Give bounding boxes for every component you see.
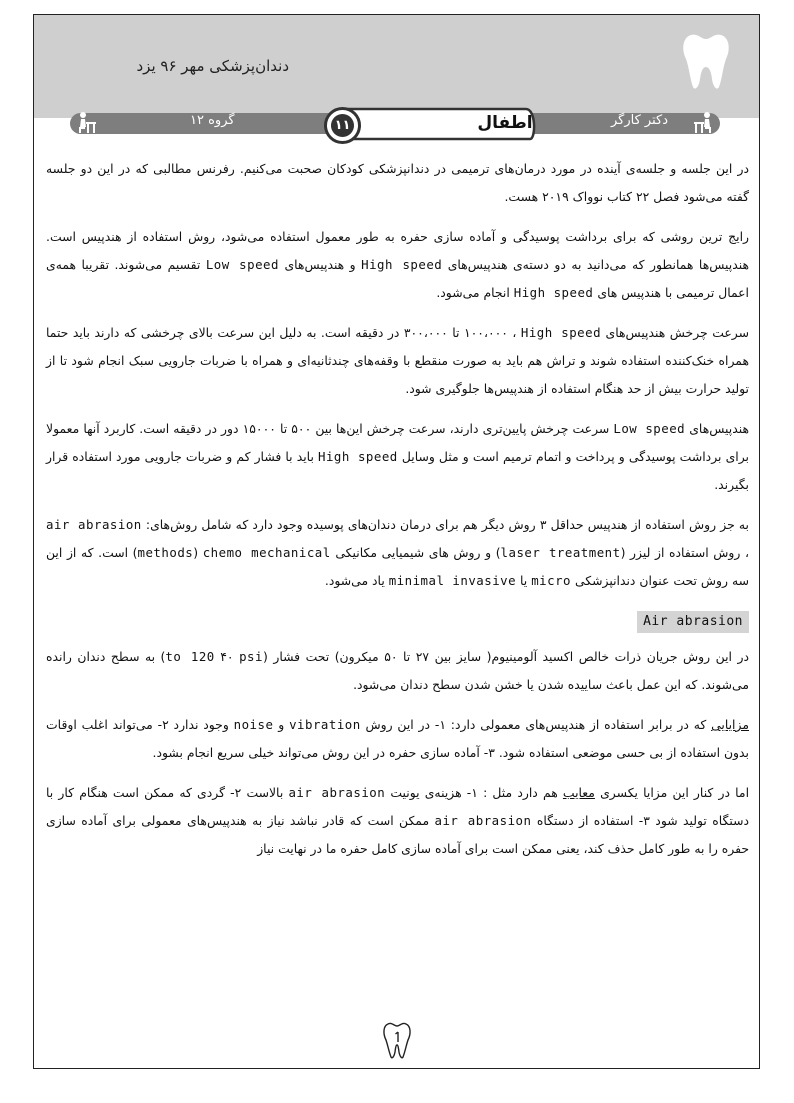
text-run: ) و روش های شیمیایی مکانیکی — [330, 545, 501, 560]
group-label: گروه ۱۲ — [190, 113, 235, 128]
header-band — [34, 15, 759, 118]
latin-term: noise — [233, 717, 274, 732]
paragraph-p8 — [46, 779, 749, 863]
section-heading: Air abrasion — [637, 611, 749, 633]
text-run: ، روش استفاده از لیزر ( — [620, 545, 749, 560]
latin-term: air abrasion — [46, 517, 142, 532]
text-run: ۴۰ — [214, 649, 240, 664]
text-run: سرعت چرخش هندپیس‌های — [601, 325, 749, 340]
text-run: و هندپیس‌های — [278, 257, 362, 272]
text-run: وجود ندارد ۲- می‌تواند اغلب اوقات بدون استفاده از بی حسی موضعی استفاده شود. ۳- آماده سازی حفره در این روش می‌تواند خیلی سریع انجام بشود. — [46, 717, 749, 760]
text-run: و — [273, 717, 290, 732]
underlined-term: معایب — [562, 785, 595, 800]
text-run: باید با فشار کم و ضربات جارویی مورد استفاده قرار بگیرند. — [46, 449, 749, 492]
underlined-term: مزایایی — [711, 717, 749, 732]
latin-term: air abrasion — [288, 785, 386, 800]
doctor-name: دکتر کارگر — [611, 113, 668, 128]
latin-term: micro — [531, 573, 571, 588]
latin-term: air abrasion — [434, 813, 532, 828]
text-run: هم دارد مثل : ۱- هزینه‌ی یونیت — [385, 785, 563, 800]
tooth-page-number-icon — [382, 1020, 412, 1064]
text-run: به جز روش استفاده از هندپیس حداقل ۳ روش دیگر هم برای درمان دندان‌های پوسیده وجود دارد که شامل روش‌های: — [141, 517, 749, 532]
page-number: ۱۱ — [331, 114, 354, 137]
header-ribbon — [70, 107, 720, 139]
paragraph-p7 — [46, 711, 749, 767]
latin-term: to 120 — [165, 649, 215, 664]
paragraph-p4 — [46, 415, 749, 499]
latin-term: vibration — [289, 717, 361, 732]
topic-title: اطفال — [477, 113, 533, 133]
latin-term: High speed — [318, 449, 398, 464]
text-run: اما در کنار این مزایا یکسری — [594, 785, 750, 800]
faculty-label: دندان‌پزشکی مهر ۹۶ یزد — [136, 57, 289, 75]
text-run: ( — [193, 545, 203, 560]
page-number-badge — [324, 107, 361, 144]
latin-term: High speed — [520, 325, 602, 340]
document-body — [46, 155, 749, 875]
latin-term: psi — [239, 649, 263, 664]
text-run: سرعت چرخش پایین‌تری دارند، سرعت چرخش این‌ها بین ۵۰۰ تا ۱۵۰۰۰ دور در دقیقه است. کاربرد آنها معمولا برای برداشت پوسیدگی و پرداخت و اتمام ترمیم است و مثل وسایل — [46, 421, 749, 464]
paragraph-p2 — [46, 223, 749, 307]
paragraph-p3 — [46, 319, 749, 403]
latin-term: Low speed — [613, 421, 686, 436]
text-run: یاد می‌شود. — [324, 573, 389, 588]
text-run: یا — [516, 573, 532, 588]
paragraph-p1 — [46, 155, 749, 211]
text-run: ) به سطح دندان رانده می‌شوند. که این عمل باعث ساییده شدن یا خشن شدن سطح دندان می‌شود. — [46, 649, 749, 692]
person-at-desk-icon — [691, 111, 717, 139]
text-run: تقسیم می‌شوند. تقریبا همه‌ی اعمال ترمیمی با هندپیس های — [46, 257, 749, 300]
text-run: انجام می‌شود. — [436, 285, 514, 300]
latin-term: Low speed — [205, 257, 279, 272]
text-run: در این جلسه و جلسه‌ی آینده در مورد درمان‌های ترمیمی در دندانپزشکی کودکان صحبت می‌کنیم. رفرنس مطالبی که در این دو جلسه گفته می‌شود فصل ۲۲ کتاب نوواک ۲۰۱۹ هست. — [46, 161, 749, 204]
latin-term: High speed — [361, 257, 443, 272]
person-at-desk-icon — [73, 111, 99, 139]
text-run: بالاست ۲- گردی که ممکن است هنگام کار با دستگاه تولید شود ۳- استفاده از دستگاه — [46, 785, 749, 828]
text-run: رایج ترین روشی که برای برداشت پوسیدگی و آماده سازی حفره به طور معمول استفاده می‌شود، روش استفاده از هندپیس است. هندپیس‌ها همانطور که می‌دانید به دو دسته‌ی هندپیس‌های — [46, 229, 749, 272]
paragraph-p6 — [46, 643, 749, 699]
tooth-icon — [681, 29, 731, 95]
latin-term: methods — [137, 545, 194, 560]
latin-term: minimal invasive — [388, 573, 517, 588]
text-run: که در برابر استفاده از هندپیس‌های معمولی دارد: ۱- در این روش — [360, 717, 712, 732]
text-run: ، ۱۰۰،۰۰۰ تا ۳۰۰،۰۰۰ در دقیقه است. به دلیل این سرعت بالای چرخشی که دارند باید حتما همراه خنک‌کننده استفاده شوند و تراش هم باید به صورت منقطع با وقفه‌های چندثانیه‌ای و همراه با ضربات جارویی سبک انجام شود تا از تولید حرارت بیش از حد هنگام استفاده از هندپیس‌ها جلوگیری شود. — [46, 325, 749, 396]
page-frame — [33, 14, 760, 1069]
text-run: ) است. که از این سه روش تحت عنوان دندانپزشکی — [46, 545, 749, 588]
text-run: ممکن است که قادر نباشد نیاز به هندپیس‌های معمولی برای آماده سازی حفره را به طور کامل حذف کند، یعنی ممکن است برای آماده سازی کامل حفره ما در نهایت نیاز — [46, 813, 749, 856]
text-run: در این روش جریان ذرات خالص اکسید آلومینیوم( سایز بین ۲۷ تا ۵۰ میکرون) تحت فشار ( — [262, 649, 749, 664]
latin-term: laser treatment — [500, 545, 621, 560]
latin-term: chemo mechanical — [202, 545, 331, 560]
text-run: هندپیس‌های — [685, 421, 749, 436]
latin-term: High speed — [513, 285, 594, 300]
paragraph-p5 — [46, 511, 749, 595]
